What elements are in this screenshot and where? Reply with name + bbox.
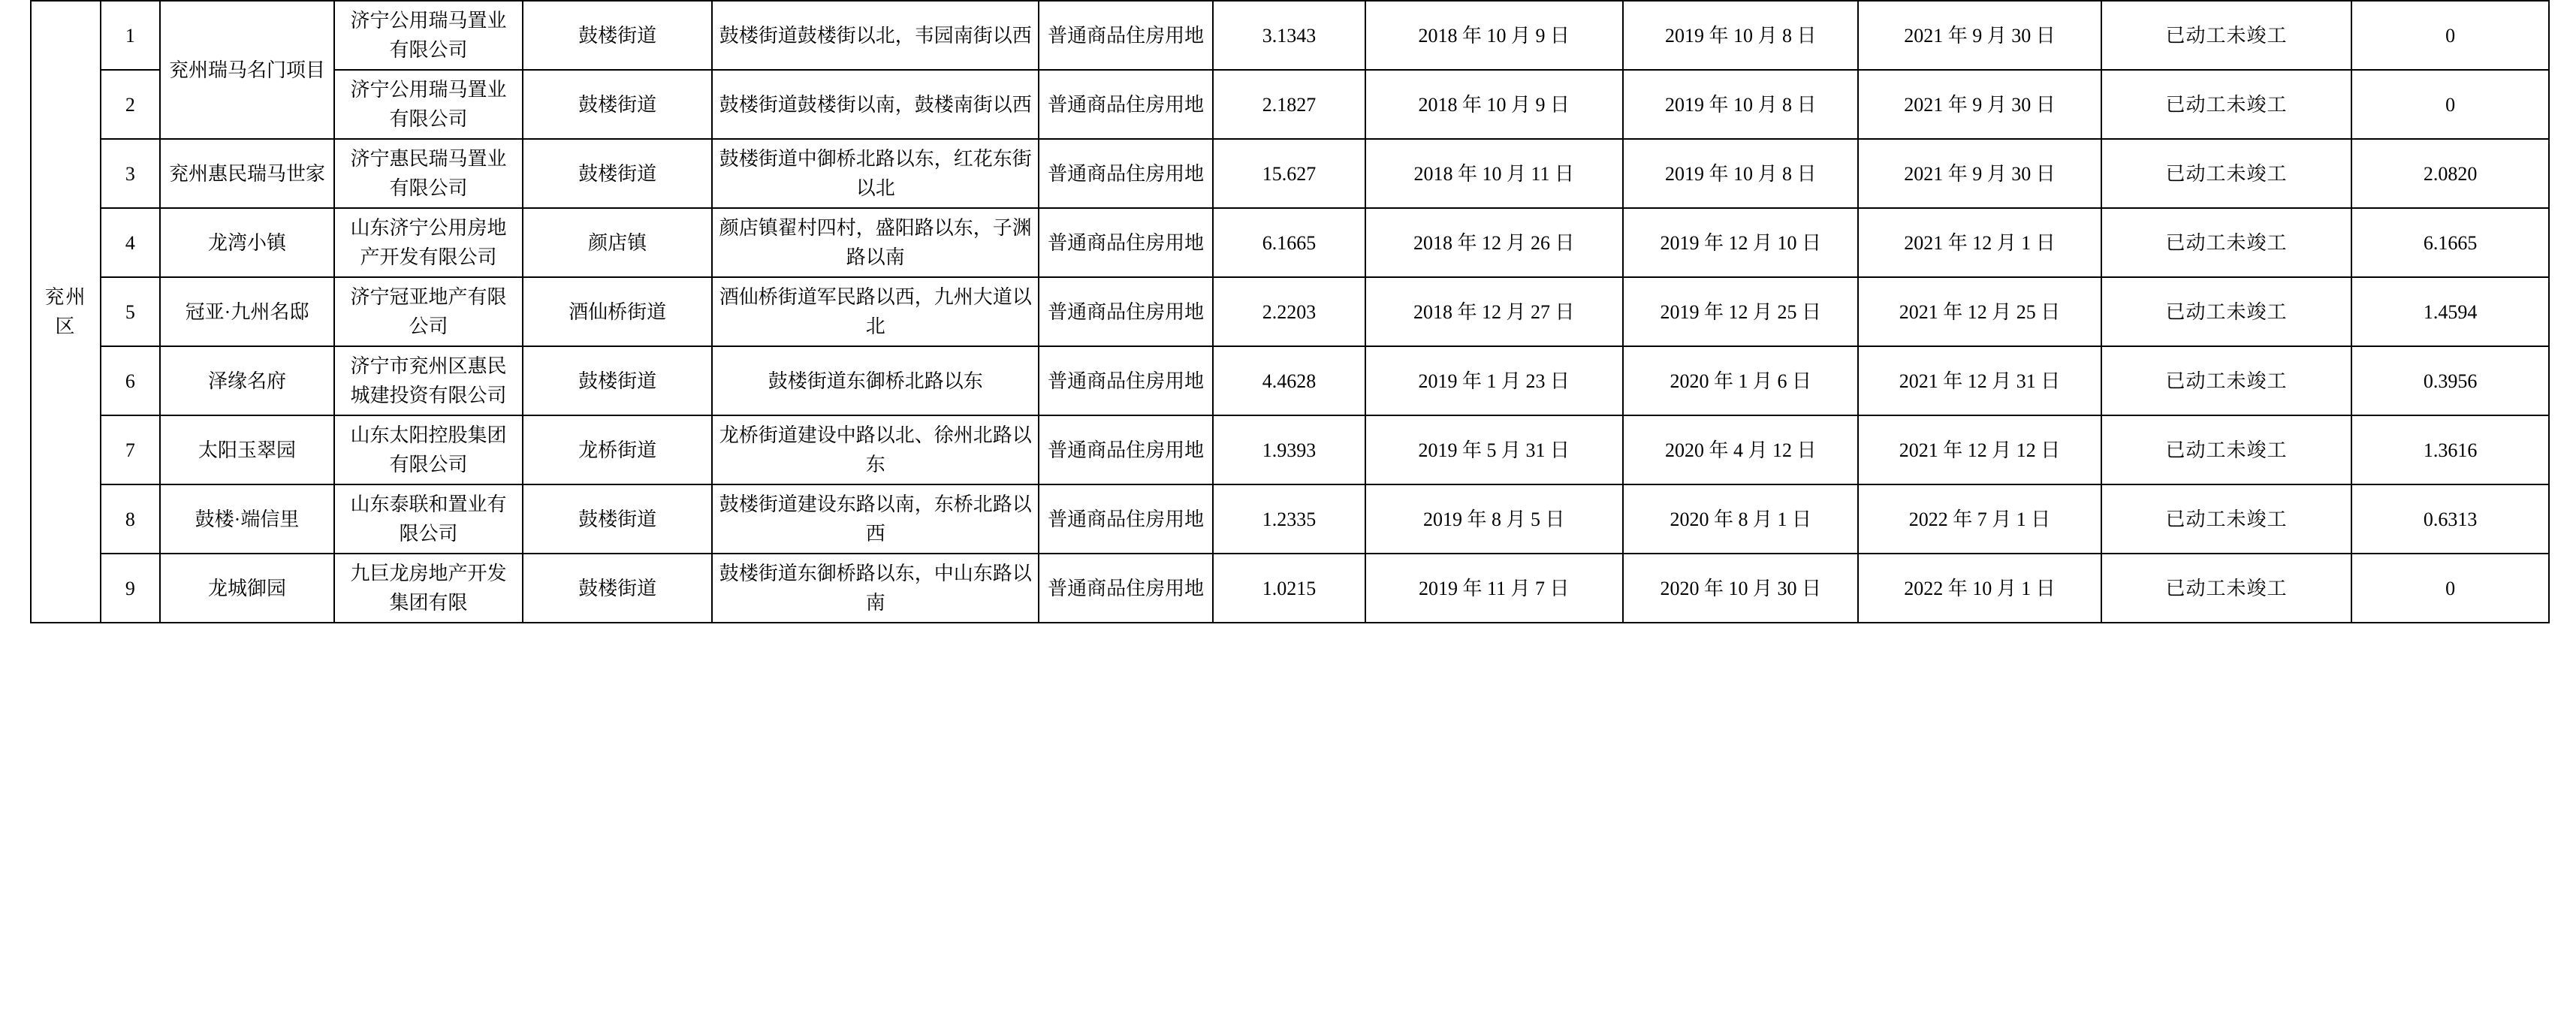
company-name: 济宁公用瑞马置业有限公司 [334,70,523,139]
table-row [31,277,2549,346]
company-name: 济宁市兖州区惠民城建投资有限公司 [334,346,523,415]
project-name: 泽缘名府 [160,346,334,415]
street-name: 龙桥街道 [523,415,713,484]
date-end: 2021 年 12 月 31 日 [1858,346,2101,415]
status-text: 已动工未竣工 [2101,346,2351,415]
company-name: 山东济宁公用房地产开发有限公司 [334,208,523,277]
date-start: 2019 年 10 月 8 日 [1623,139,1858,208]
land-use-type: 普通商品住房用地 [1039,346,1213,415]
location-desc: 颜店镇翟村四村，盛阳路以东，子渊路以南 [712,208,1039,277]
date-end: 2021 年 9 月 30 日 [1858,70,2101,139]
land-use-type: 普通商品住房用地 [1039,208,1213,277]
value-number: 1.4594 [2351,277,2549,346]
location-desc: 鼓楼街道东御桥北路以东 [712,346,1039,415]
company-name: 山东泰联和置业有限公司 [334,484,523,554]
table-row [31,70,2549,139]
date-start: 2020 年 8 月 1 日 [1623,484,1858,554]
area-value: 1.0215 [1213,554,1365,623]
date-end: 2021 年 9 月 30 日 [1858,1,2101,70]
table-row [31,208,2549,277]
street-name: 酒仙桥街道 [523,277,713,346]
row-index: 6 [101,346,160,415]
street-name: 颜店镇 [523,208,713,277]
date-start: 2020 年 4 月 12 日 [1623,415,1858,484]
location-desc: 鼓楼街道中御桥北路以东，红花东街以北 [712,139,1039,208]
date-end: 2021 年 12 月 12 日 [1858,415,2101,484]
row-index: 7 [101,415,160,484]
project-name: 兖州惠民瑞马世家 [160,139,334,208]
row-index: 5 [101,277,160,346]
value-number: 0 [2351,554,2549,623]
date-end: 2021 年 12 月 25 日 [1858,277,2101,346]
status-text: 已动工未竣工 [2101,277,2351,346]
area-value: 3.1343 [1213,1,1365,70]
project-name: 鼓楼·端信里 [160,484,334,554]
row-index: 3 [101,139,160,208]
date-signed: 2018 年 10 月 9 日 [1365,1,1624,70]
table-row [31,1,2549,70]
location-desc: 鼓楼街道建设东路以南，东桥北路以西 [712,484,1039,554]
company-name: 济宁冠亚地产有限公司 [334,277,523,346]
date-signed: 2019 年 1 月 23 日 [1365,346,1624,415]
project-name: 冠亚·九州名邸 [160,277,334,346]
date-end: 2021 年 12 月 1 日 [1858,208,2101,277]
land-use-type: 普通商品住房用地 [1039,415,1213,484]
area-value: 15.627 [1213,139,1365,208]
date-end: 2021 年 9 月 30 日 [1858,139,2101,208]
land-use-type: 普通商品住房用地 [1039,139,1213,208]
value-number: 2.0820 [2351,139,2549,208]
row-index: 9 [101,554,160,623]
value-number: 6.1665 [2351,208,2549,277]
row-index: 8 [101,484,160,554]
area-value: 1.9393 [1213,415,1365,484]
status-text: 已动工未竣工 [2101,554,2351,623]
project-name: 兖州瑞马名门项目 [160,1,334,139]
value-number: 0 [2351,70,2549,139]
location-desc: 鼓楼街道鼓楼街以南，鼓楼南街以西 [712,70,1039,139]
street-name: 鼓楼街道 [523,554,713,623]
row-index: 1 [101,1,160,70]
land-use-type: 普通商品住房用地 [1039,1,1213,70]
date-signed: 2018 年 10 月 9 日 [1365,70,1624,139]
table-row [31,484,2549,554]
status-text: 已动工未竣工 [2101,415,2351,484]
row-index: 4 [101,208,160,277]
land-use-type: 普通商品住房用地 [1039,70,1213,139]
project-name: 龙城御园 [160,554,334,623]
area-value: 4.4628 [1213,346,1365,415]
value-number: 0 [2351,1,2549,70]
table-row [31,346,2549,415]
status-text: 已动工未竣工 [2101,208,2351,277]
street-name: 鼓楼街道 [523,484,713,554]
company-name: 济宁公用瑞马置业有限公司 [334,1,523,70]
table-row [31,554,2549,623]
date-signed: 2019 年 11 月 7 日 [1365,554,1624,623]
date-start: 2020 年 1 月 6 日 [1623,346,1858,415]
value-number: 0.6313 [2351,484,2549,554]
area-value: 6.1665 [1213,208,1365,277]
date-start: 2020 年 10 月 30 日 [1623,554,1858,623]
date-end: 2022 年 10 月 1 日 [1858,554,2101,623]
value-number: 1.3616 [2351,415,2549,484]
region-cell: 兖州区 [31,1,101,623]
date-start: 2019 年 10 月 8 日 [1623,1,1858,70]
date-start: 2019 年 12 月 25 日 [1623,277,1858,346]
location-desc: 龙桥街道建设中路以北、徐州北路以东 [712,415,1039,484]
land-use-type: 普通商品住房用地 [1039,484,1213,554]
company-name: 九巨龙房地产开发集团有限 [334,554,523,623]
status-text: 已动工未竣工 [2101,1,2351,70]
row-index: 2 [101,70,160,139]
location-desc: 鼓楼街道东御桥路以东，中山东路以南 [712,554,1039,623]
street-name: 鼓楼街道 [523,346,713,415]
project-name: 龙湾小镇 [160,208,334,277]
area-value: 2.2203 [1213,277,1365,346]
date-signed: 2018 年 10 月 11 日 [1365,139,1624,208]
status-text: 已动工未竣工 [2101,139,2351,208]
status-text: 已动工未竣工 [2101,484,2351,554]
street-name: 鼓楼街道 [523,70,713,139]
date-signed: 2018 年 12 月 27 日 [1365,277,1624,346]
company-name: 济宁惠民瑞马置业有限公司 [334,139,523,208]
table-row [31,415,2549,484]
land-projects-table [30,0,2550,623]
area-value: 2.1827 [1213,70,1365,139]
location-desc: 酒仙桥街道军民路以西，九州大道以北 [712,277,1039,346]
land-use-type: 普通商品住房用地 [1039,277,1213,346]
value-number: 0.3956 [2351,346,2549,415]
street-name: 鼓楼街道 [523,1,713,70]
date-start: 2019 年 12 月 10 日 [1623,208,1858,277]
date-end: 2022 年 7 月 1 日 [1858,484,2101,554]
date-start: 2019 年 10 月 8 日 [1623,70,1858,139]
table-row [31,139,2549,208]
area-value: 1.2335 [1213,484,1365,554]
land-use-type: 普通商品住房用地 [1039,554,1213,623]
date-signed: 2019 年 8 月 5 日 [1365,484,1624,554]
company-name: 山东太阳控股集团有限公司 [334,415,523,484]
date-signed: 2018 年 12 月 26 日 [1365,208,1624,277]
location-desc: 鼓楼街道鼓楼街以北，韦园南街以西 [712,1,1039,70]
project-name: 太阳玉翠园 [160,415,334,484]
date-signed: 2019 年 5 月 31 日 [1365,415,1624,484]
street-name: 鼓楼街道 [523,139,713,208]
status-text: 已动工未竣工 [2101,70,2351,139]
